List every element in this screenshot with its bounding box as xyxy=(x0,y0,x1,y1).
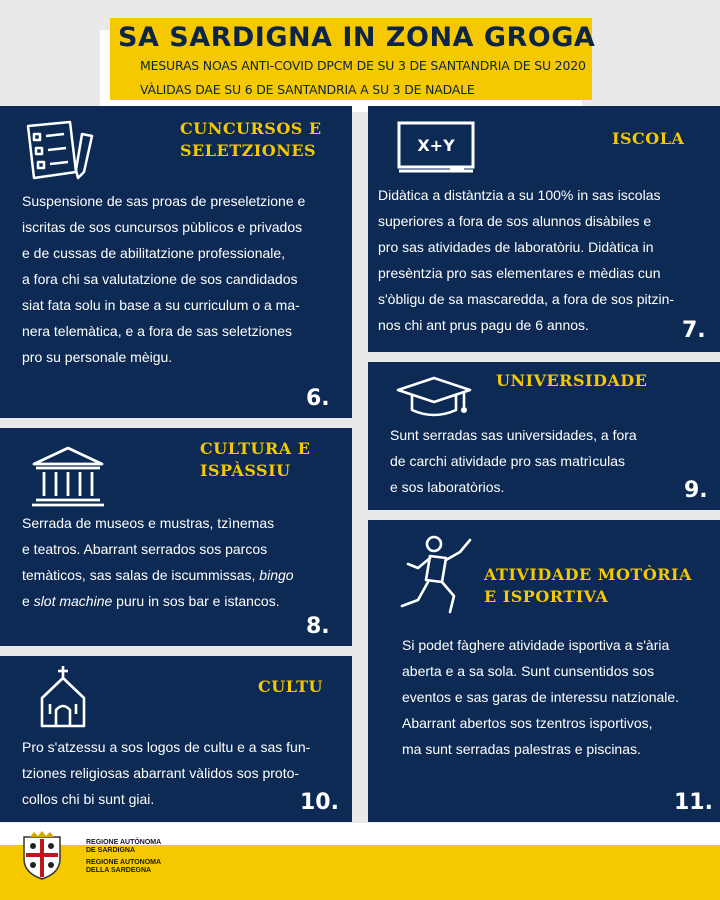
panel-cuncursos-number: 6. xyxy=(306,386,330,411)
blackboard-text: X+Y xyxy=(417,136,455,155)
panel-atividade-line: ma sunt serradas palestras e piscinas. xyxy=(402,741,641,757)
museum-icon xyxy=(30,444,106,513)
panel-universidade-title: UNIVERSIDADE xyxy=(496,371,648,390)
panel-universidade xyxy=(368,362,720,510)
footer-region-line: REGIONE AUTONOMA xyxy=(86,859,162,866)
header-subtitle-1: MESURAS NOAS ANTI-COVID DPCM DE SU 3 DE SANTANDRIA DE SU 2020 xyxy=(140,58,586,73)
panel-iscola-title: ISCOLA xyxy=(612,129,685,148)
checklist-icon xyxy=(22,120,98,187)
panel-iscola-line: superiores a fora de sos alunnos disàbiles e xyxy=(378,213,652,229)
panel-iscola-line: s'òbligu de sa mascaredda, a fora de sos pitzin- xyxy=(378,291,675,307)
panel-iscola-line: Didàtica a distàntzia a su 100% in sas iscolas xyxy=(378,187,661,203)
footer-region-line: DE SARDIGNA xyxy=(86,847,136,854)
panel-cuncursos xyxy=(0,106,352,418)
panel-atividade-line: eventos e sas garas de interessu natzionale. xyxy=(402,689,680,705)
panel-cuncursos-title-1: CUNCURSOS E xyxy=(180,119,322,138)
panel-atividade-title-1: ATIVIDADE MOTÒRIA xyxy=(484,565,692,584)
panel-universidade-line: Sunt serradas sas universidades, a fora xyxy=(390,427,637,443)
panel-cultura-text: e xyxy=(22,593,34,609)
regione-sardegna-coat-of-arms-icon xyxy=(20,831,64,881)
panel-atividade-line: Abarrant abertos sos tzentros isportivos, xyxy=(402,715,653,731)
blackboard-icon xyxy=(396,120,476,181)
panel-cultu xyxy=(0,656,352,822)
panel-cultu-line: tziones religiosas abarrant vàlidos sos proto- xyxy=(22,765,300,781)
footer-region-line: DELLA SARDEGNA xyxy=(86,867,152,874)
panel-atividade-line: Si podet fàghere atividade isportiva a s'ària xyxy=(402,637,670,653)
panel-atividade xyxy=(368,520,720,822)
panel-cuncursos-line: e de cussas de abilitatzione professionale, xyxy=(22,245,286,261)
church-icon xyxy=(30,664,96,735)
panel-cultu-title: CULTU xyxy=(258,677,323,696)
panel-iscola-line: pro sas atividades de laboratòriu. Didàtica in xyxy=(378,239,654,255)
panel-cuncursos-line: nera telemàtica, e a fora de sas seletziones xyxy=(22,323,293,339)
panel-iscola-line: presèntzia pro sas elementares e mèdias cun xyxy=(378,265,661,281)
panel-cultura xyxy=(0,428,352,646)
panel-universidade-number: 9. xyxy=(684,478,708,503)
panel-cultura-line: Serrada de museos e mustras, tzìnemas xyxy=(22,515,275,531)
panel-cuncursos-line: iscritas de sos cuncursos pùblicos e privados xyxy=(22,219,303,235)
panel-cultura-line xyxy=(22,588,342,614)
panel-iscola-number: 7. xyxy=(682,318,706,343)
panel-cultura-title-2: ISPÀSSIU xyxy=(200,461,291,480)
panel-universidade-line: e sos laboratòrios. xyxy=(390,479,505,495)
graduation-cap-icon xyxy=(394,374,474,427)
panel-cuncursos-line: Suspensione de sas proas de preseletzione e xyxy=(22,193,306,209)
panel-cultu-line: collos chi bi sunt giai. xyxy=(22,791,155,807)
panel-cultura-italic: bingo xyxy=(259,567,294,583)
panel-atividade-number: 11. xyxy=(674,790,713,815)
runner-icon xyxy=(396,534,482,629)
panel-cuncursos-title-2: SELETZIONES xyxy=(180,141,317,160)
panel-cuncursos-line: siat fata solu in base a su curriculum o a ma- xyxy=(22,297,300,313)
panel-atividade-title-2: E ISPORTIVA xyxy=(484,587,609,606)
panel-cultura-line xyxy=(22,562,342,588)
header-subtitle-2: VÀLIDAS DAE SU 6 DE SANTANDRIA A SU 3 DE NADALE xyxy=(140,82,475,97)
panel-universidade-line: de carchi atividade pro sas matrìculas xyxy=(390,453,625,469)
panel-cultura-title-1: CULTURA E xyxy=(200,439,311,458)
panel-cultura-text: temàticos, sas salas de iscummissas, xyxy=(22,567,260,583)
panel-cultura-italic: slot machine xyxy=(33,593,113,609)
panel-iscola xyxy=(368,106,720,352)
footer-region-line: REGIONE AUTÒNOMA xyxy=(86,839,162,846)
page-title: SA SARDIGNA IN ZONA GROGA xyxy=(118,22,596,53)
panel-cuncursos-line: a fora chi sa valutatzione de sos candidados xyxy=(22,271,298,287)
panel-cultura-text: puru in sos bar e istancos. xyxy=(112,593,280,609)
panel-cultura-line: e teatros. Abarrant serrados sos parcos xyxy=(22,541,268,557)
panel-cultura-number: 8. xyxy=(306,614,330,639)
panel-cultu-number: 10. xyxy=(300,790,339,815)
panel-cultu-line: Pro s'atzessu a sos logos de cultu e a sas fun- xyxy=(22,739,311,755)
panel-atividade-line: aberta e a sa sola. Sunt cunsentidos sos xyxy=(402,663,655,679)
panel-cuncursos-line: pro su personale mèigu. xyxy=(22,349,173,365)
panel-iscola-line: nos chi ant prus pagu de 6 annos. xyxy=(378,317,589,333)
